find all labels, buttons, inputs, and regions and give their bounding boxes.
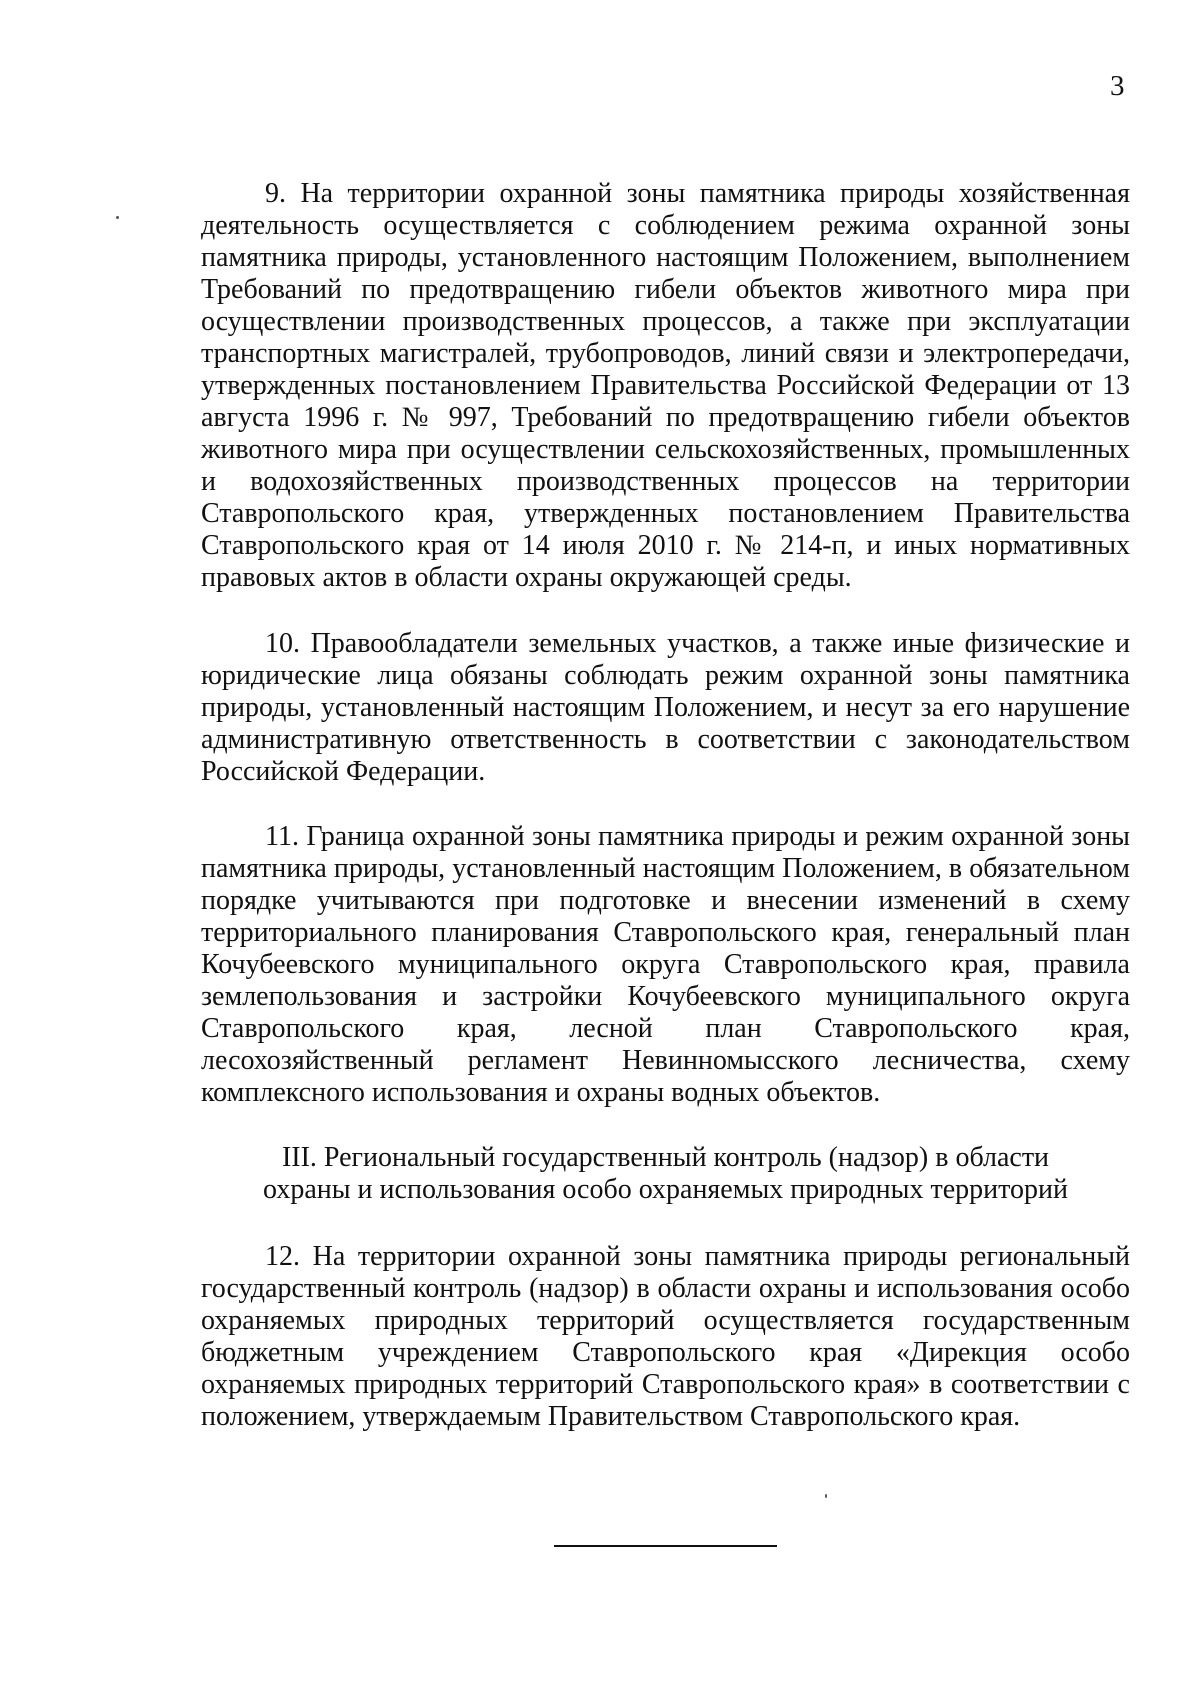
scan-speck	[825, 1494, 827, 1498]
paragraph-11: 11. Граница охранной зоны памятника природы и режим охранной зоны памятника природы, установленный настоящим Положением, в обязательном порядке учитываются при подготовке и внесении изменений в схему территориального планирования Ставропольского края, генеральный план Кочубеевского муниципального округа Ставропольского края, правила землепользования и застройки Кочубеевского муниципального округа Ставропольского края, лесной план Ставропольского края, лесохозяйственный регламент Невинномысского лесничества, схему комплексного использования и охраны водных объектов.	[201, 821, 1130, 1108]
paragraph-9: 9. На территории охранной зоны памятника природы хозяйственная деятельность осуществляется с соблюдением режима охранной зоны памятника природы, установленного настоящим Положением, выполнением Требований по предотвращению гибели объектов животного мира при осуществлении производственных процессов, а также при эксплуатации транспортных магистралей, трубопроводов, линий связи и электропередачи, утвержденных постановлением Правительства Российской Федерации от 13 августа 1996 г. № 997, Требований по предотвращению гибели объектов животного мира при осуществлении сельскохозяйственных, промышленных и водохозяйственных производственных процессов на территории Ставропольского края, утвержденных постановлением Правительства Ставропольского края от 14 июля 2010 г. № 214-п, и иных нормативных правовых актов в области охраны окружающей среды.	[201, 178, 1130, 593]
section-heading	[201, 1142, 1130, 1206]
section-heading-line-1: III. Региональный государственный контроль (надзор) в области	[281, 1142, 1050, 1173]
paragraph-12: 12. На территории охранной зоны памятника природы региональный государственный контроль (надзор) в области охраны и использования особо охраняемых природных территорий осуществляется государственным бюджетным учреждением Ставропольского края «Дирекция особо охраняемых природных территорий Ставропольского края» в соответствии с положением, утверждаемым Правительством Ставропольского края.	[201, 1241, 1130, 1432]
page-number: 3	[1110, 70, 1125, 102]
scan-speck	[116, 216, 119, 219]
paragraph-10: 10. Правообладатели земельных участков, а также иные физические и юридические лица обязаны соблюдать режим охранной зоны памятника природы, установленный настоящим Положением, и несут за его нарушение административную ответственность в соответствии с законодательством Российской Федерации.	[201, 628, 1130, 787]
end-rule-divider	[554, 1545, 777, 1547]
section-heading-line-2: охраны и использования особо охраняемых природных территорий	[263, 1174, 1068, 1205]
